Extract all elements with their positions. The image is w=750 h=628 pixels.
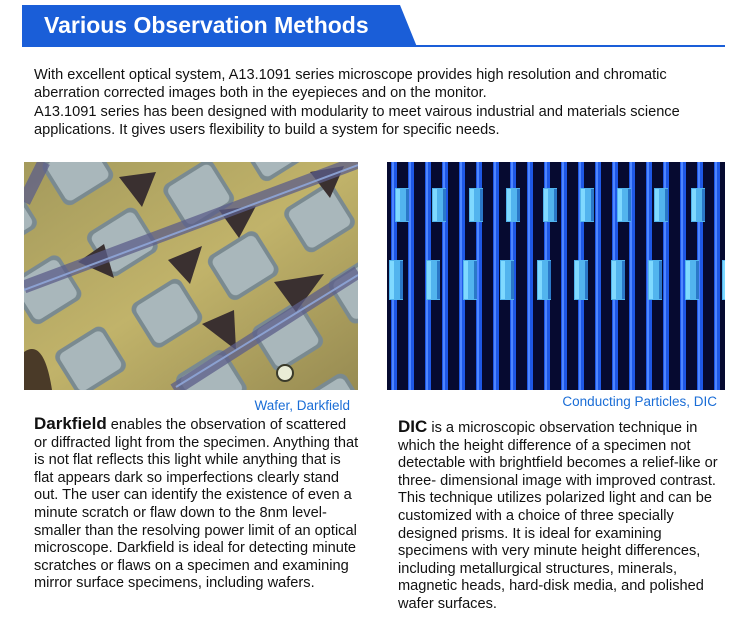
intro-paragraph-2: A13.1091 series has been designed with modularity to meet vairous industrial and materials science applications. It gives users flexibility to build a system for specific needs. <box>34 103 680 138</box>
intro-text <box>34 66 724 139</box>
darkfield-caption: Wafer, Darkfield <box>254 398 350 413</box>
page-title: Various Observation Methods <box>44 12 369 38</box>
header-rule <box>22 45 725 47</box>
darkfield-description <box>34 415 359 593</box>
wafer-darkfield-image <box>24 162 358 390</box>
dic-text: is a microscopic observation technique in which the height difference of a specimen not detectable with brightfield becomes a relief-like or three- dimensional image with improved contrast. This technique utilizes polarized light and can be customized with a choice of three specially designed prisms. It is ideal for examining specimens with very minute height differences, including metallurgical structures, minerals, magnetic heads, hard-disk media, and polished wafer surfaces. <box>398 420 718 612</box>
dic-description <box>398 418 723 614</box>
intro-paragraph-1: With excellent optical system, A13.1091 series microscope provides high resolution and chromatic aberration corrected images both in the eyepieces and on the monitor. <box>34 67 667 102</box>
conducting-particles-dic-image <box>387 162 725 390</box>
dic-caption: Conducting Particles, DIC <box>562 394 717 409</box>
dic-term: DIC <box>398 417 428 436</box>
darkfield-term: Darkfield <box>34 414 107 433</box>
darkfield-text: enables the observation of scattered or diffracted light from the specimen. Anything that is not flat reflects this light while anything that is flat appears dark so imperfections clearly stand out. The user can identify the existence of even a minute scratch or flaw down to the 8nm level-smaller than the resolving power limit of an optical microscope. Darkfield is ideal for detecting minute scratches or flaws on a specimen and examining mirror surface specimens, including wafers. <box>34 417 359 592</box>
